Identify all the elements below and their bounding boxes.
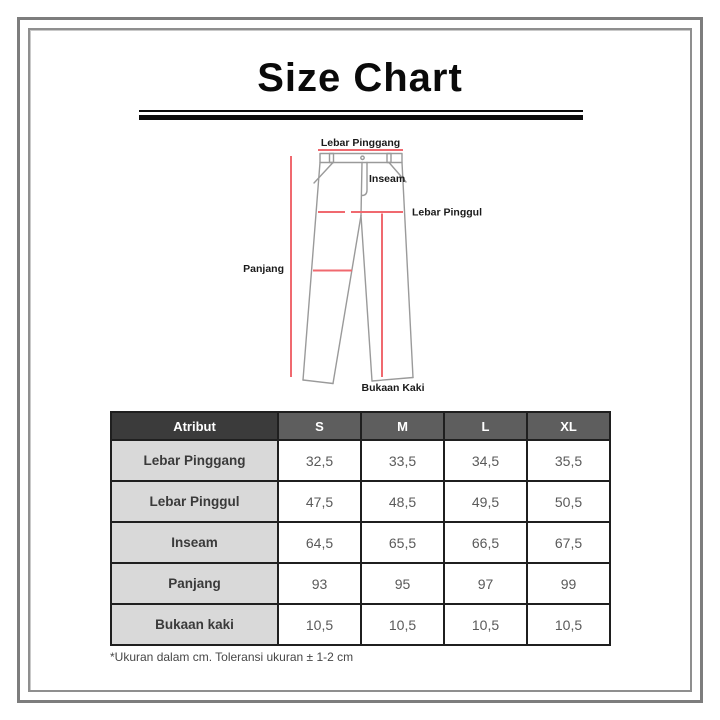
size-value: 48,5 [361,481,444,522]
size-value: 93 [278,563,361,604]
table-row [111,522,610,563]
size-value: 34,5 [444,440,527,481]
column-header-l: L [444,412,527,440]
size-value: 65,5 [361,522,444,563]
row-label: Panjang [111,563,278,604]
table-row [111,481,610,522]
fly-seam [362,163,367,196]
size-value: 10,5 [361,604,444,645]
leg-left-inner-seam [333,216,361,384]
belt-loop-left [330,154,334,163]
belt-loop-right [387,154,391,163]
row-label: Inseam [111,522,278,563]
pocket-left [314,163,333,184]
column-header-s: S [278,412,361,440]
leg-right-outer-seam [402,163,413,378]
label-lebar-pinggang: Lebar Pinggang [320,137,401,149]
leg-left-hem [303,380,333,384]
leg-right-hem [372,378,413,382]
table-row [111,563,610,604]
size-value: 50,5 [527,481,610,522]
rule-thick-line [139,115,583,120]
label-panjang: Panjang [243,263,284,275]
size-value: 47,5 [278,481,361,522]
size-table [110,411,611,646]
size-value: 99 [527,563,610,604]
size-value: 33,5 [361,440,444,481]
size-value: 64,5 [278,522,361,563]
table-header-row [111,412,610,440]
center-front-seam [361,163,362,216]
size-value: 10,5 [278,604,361,645]
footnote: *Ukuran dalam cm. Toleransi ukuran ± 1-2 cm [110,650,354,664]
size-value: 32,5 [278,440,361,481]
pants-measurement-diagram [228,128,502,405]
table-row [111,604,610,645]
label-lebar-pinggul: Lebar Pinggul [412,206,483,219]
size-value: 10,5 [444,604,527,645]
size-value: 95 [361,563,444,604]
pants-outline [303,154,413,384]
size-value: 49,5 [444,481,527,522]
size-value: 67,5 [527,522,610,563]
table-row [111,440,610,481]
page-title: Size Chart [257,56,463,100]
row-label: Bukaan kaki [111,604,278,645]
leg-right-inner-seam [361,216,372,382]
size-value: 10,5 [527,604,610,645]
size-value: 66,5 [444,522,527,563]
row-label: Lebar Pinggul [111,481,278,522]
size-value: 97 [444,563,527,604]
title-double-rule [139,110,583,120]
label-inseam: Inseam [369,173,406,185]
column-header-xl: XL [527,412,610,440]
label-bukaan-kaki: Bukaan Kaki [361,382,425,394]
waist-button [361,156,364,159]
size-value: 35,5 [527,440,610,481]
column-header-m: M [361,412,444,440]
row-label: Lebar Pinggang [111,440,278,481]
column-header-atribut: Atribut [111,412,278,440]
